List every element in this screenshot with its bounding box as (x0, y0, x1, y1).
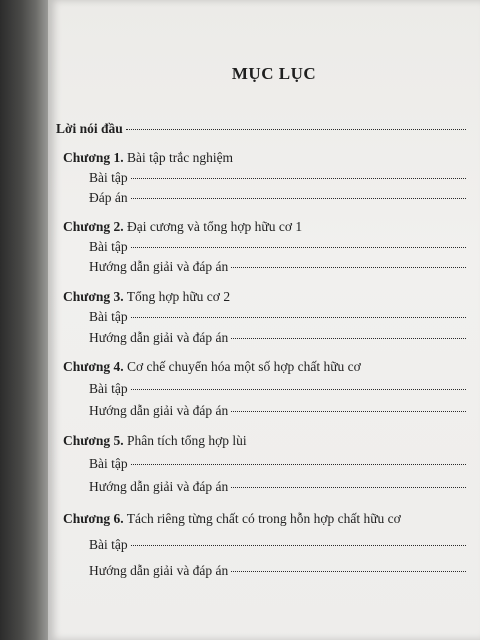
toc-chapter-4 (63, 359, 361, 375)
dot-leader (131, 177, 466, 179)
toc-item-label: Hướng dẫn giải và đáp án (89, 403, 229, 418)
chapter-title: Tách riêng từng chất có trong hỗn hợp chất hữu cơ (126, 511, 401, 526)
toc-item (89, 403, 466, 419)
toc-item-label: Hướng dẫn giải và đáp án (89, 563, 229, 578)
toc-item-label: Bài tập (89, 456, 128, 471)
toc-item (89, 170, 466, 186)
toc-item (89, 190, 466, 206)
chapter-title: Bài tập trắc nghiệm (126, 150, 234, 165)
toc-entry-intro (56, 121, 466, 137)
page-title: MỤC LỤC (231, 64, 317, 83)
dot-leader (131, 316, 466, 318)
chapter-number: Chương 5. (63, 433, 124, 448)
dot-leader (231, 486, 466, 488)
toc-item (89, 309, 466, 325)
chapter-number: Chương 6. (63, 511, 124, 526)
dot-leader (131, 544, 466, 546)
toc-chapter-2 (63, 219, 302, 235)
dot-leader (231, 570, 466, 572)
chapter-number: Chương 1. (63, 150, 124, 165)
dot-leader (231, 410, 466, 412)
chapter-number: Chương 2. (63, 219, 124, 234)
toc-item (89, 330, 466, 346)
dot-leader (231, 337, 466, 339)
toc-item-label: Bài tập (89, 239, 128, 254)
toc-item-label: Đáp án (89, 190, 128, 205)
toc-item (89, 381, 466, 397)
dot-leader (131, 463, 466, 465)
toc-item-label: Bài tập (89, 170, 128, 185)
book-spine-shadow (0, 0, 48, 640)
toc-item (89, 479, 466, 495)
toc-item (89, 537, 466, 553)
dot-leader (231, 266, 466, 268)
toc-item-label: Bài tập (89, 381, 128, 396)
toc-intro-label: Lời nói đầu (56, 121, 123, 136)
dot-leader (131, 246, 466, 248)
toc-item-label: Bài tập (89, 537, 128, 552)
toc-chapter-6 (63, 511, 401, 527)
chapter-title: Tổng hợp hữu cơ 2 (126, 289, 231, 304)
toc-item (89, 563, 466, 579)
toc-item-label: Hướng dẫn giải và đáp án (89, 330, 229, 345)
toc-item (89, 456, 466, 472)
toc-chapter-5 (63, 433, 247, 449)
dot-leader (131, 388, 466, 390)
toc-item-label: Hướng dẫn giải và đáp án (89, 479, 229, 494)
toc-item (89, 239, 466, 255)
chapter-number: Chương 4. (63, 359, 124, 374)
toc-item-label: Hướng dẫn giải và đáp án (89, 259, 229, 274)
toc-item (89, 259, 466, 275)
chapter-number: Chương 3. (63, 289, 124, 304)
toc-item-label: Bài tập (89, 309, 128, 324)
chapter-title: Cơ chế chuyển hóa một số hợp chất hữu cơ (126, 359, 361, 374)
toc-chapter-1 (63, 150, 233, 166)
dot-leader (126, 128, 466, 130)
chapter-title: Phân tích tổng hợp lùi (126, 433, 247, 448)
chapter-title: Đại cương và tổng hợp hữu cơ 1 (126, 219, 303, 234)
book-page (48, 0, 480, 640)
toc-chapter-3 (63, 289, 230, 305)
dot-leader (131, 197, 466, 199)
